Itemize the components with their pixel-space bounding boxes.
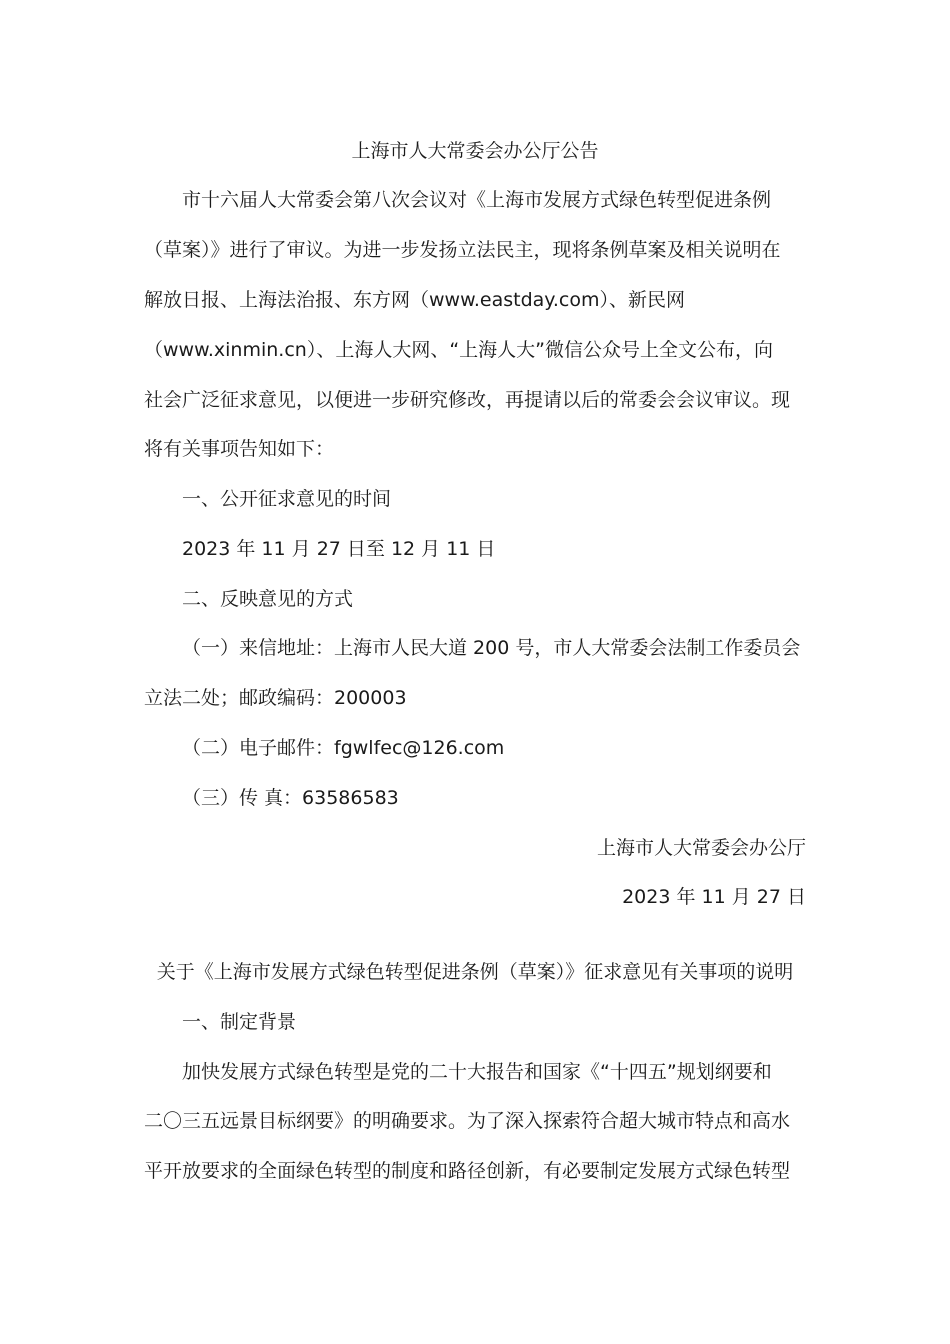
consultation-period: 2023 年 11 月 27 日至 12 月 11 日 (182, 538, 496, 560)
intro-line-5: 社会广泛征求意见，以便进一步研究修改，再提请以后的常委会会议审议。现 (144, 389, 791, 411)
explanation-title: 关于《上海市发展方式绿色转型促进条例（草案）》征求意见有关事项的说明 (156, 961, 794, 983)
section-heading-time: 一、公开征求意见的时间 (182, 488, 392, 510)
email-line: （二）电子邮件：fgwlfec@126.com (182, 737, 505, 759)
intro-line-6: 将有关事项告知如下： (144, 438, 335, 460)
letter-address-line-2: 立法二处；邮政编码：200003 (144, 687, 407, 709)
letter-address-line-1: （一）来信地址：上海市人民大道 200 号，市人大常委会法制工作委员会 (182, 637, 801, 659)
notice-title: 上海市人大常委会办公厅公告 (351, 140, 599, 162)
section-heading-methods: 二、反映意见的方式 (182, 588, 354, 610)
intro-line-1: 市十六届人大常委会第八次会议对《上海市发展方式绿色转型促进条例 (182, 189, 772, 211)
notice-date: 2023 年 11 月 27 日 (622, 886, 806, 908)
intro-line-2: （草案）》进行了审议。为进一步发扬立法民主，现将条例草案及相关说明在 (144, 239, 781, 261)
explanation-line-1: 加快发展方式绿色转型是党的二十大报告和国家《“十四五”规划纲要和 (182, 1061, 772, 1083)
explanation-section-heading: 一、制定背景 (182, 1011, 297, 1033)
intro-line-4: （www.xinmin.cn）、上海人大网、“上海人大”微信公众号上全文公布，向 (144, 339, 774, 361)
explanation-line-3: 平开放要求的全面绿色转型的制度和路径创新，有必要制定发展方式绿色转型 (144, 1160, 791, 1182)
intro-line-3: 解放日报、上海法治报、东方网（www.eastday.com）、新民网 (144, 289, 685, 311)
fax-line: （三）传 真：63586583 (182, 787, 399, 809)
explanation-line-2: 二〇三五远景目标纲要》的明确要求。为了深入探索符合超大城市特点和高水 (144, 1110, 791, 1132)
signature: 上海市人大常委会办公厅 (596, 837, 806, 859)
